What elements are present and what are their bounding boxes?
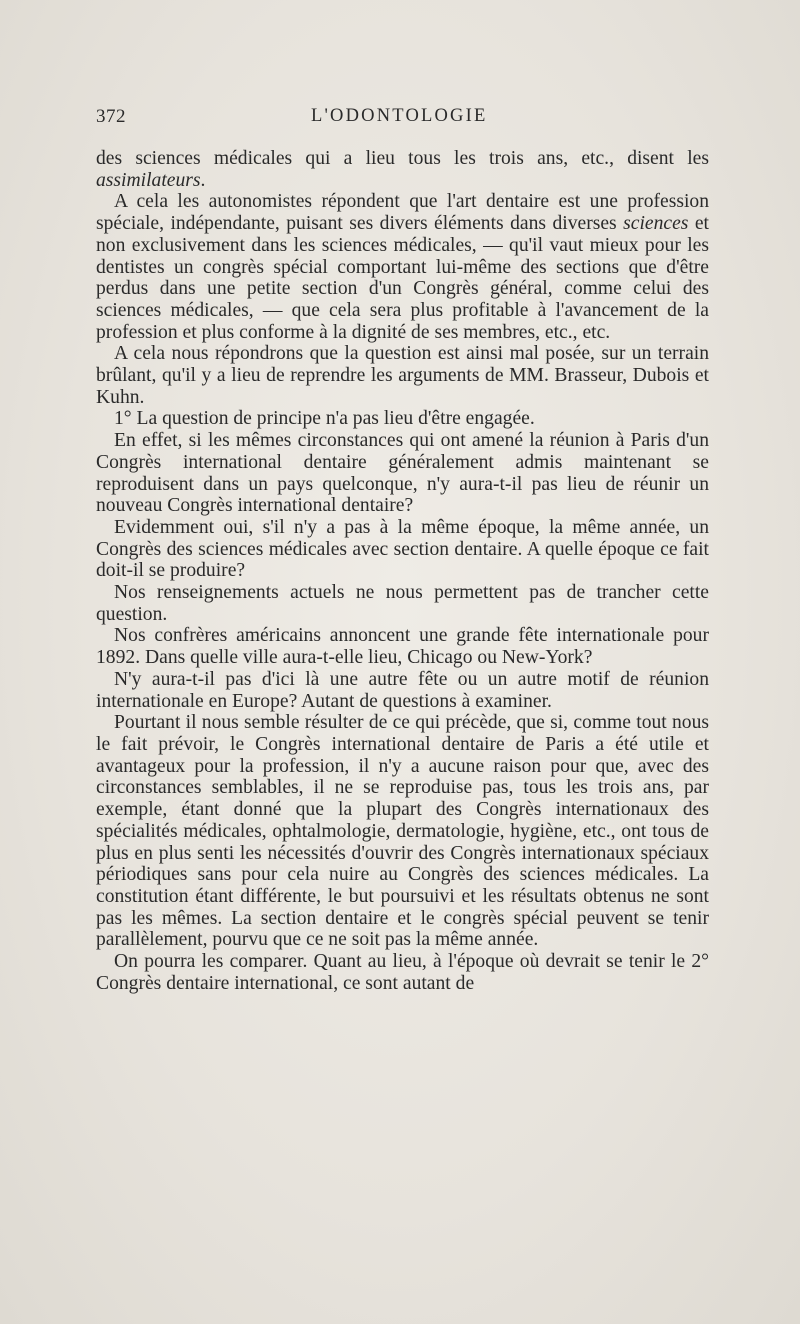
text-run: En effet, si les mêmes circonstances qui ont amené la réunion à Paris d'un Congrès international dentaire généralement admis maintenant se reproduisent dans un pays quelconque, n'y aura-t-il pas lieu de réunir un nouveau Congrès international dentaire? — [96, 430, 709, 517]
text-run: Pourtant il nous semble résulter de ce qui précède, que si, comme tout nous le fait prévoir, le Congrès international dentaire de Paris a été utile et avantageux pour la profession, il n'y a aucune raison pour que, avec des circonstances semblables, il ne se reproduise pas, tous les trois ans, par exemple, étant donné que la plupart des Congrès internationaux des spécialités médicales, ophtalmologie, dermatologie, hygiène, etc., ont tous de plus en plus senti les nécessités d'ouvrir des Congrès internationaux spéciaux périodiques sans pour cela nuire au Congrès des sciences médicales. La constitution étant différente, le but poursuivi et les résultats obtenus ne sont pas les mêmes. La section dentaire et le congrès spécial peuvent se tenir parallèlement, pourvu que ce ne soit pas la même année. — [96, 712, 709, 951]
paragraph — [96, 712, 709, 951]
paragraph — [96, 951, 709, 994]
paragraph — [96, 669, 709, 712]
text-run: N'y aura-t-il pas d'ici là une autre fête ou un autre motif de réunion internationale en Europe? Autant de questions à examiner. — [96, 668, 709, 712]
body-text — [96, 148, 709, 994]
text-run: . — [200, 169, 206, 191]
text-run: 1° La question de principe n'a pas lieu d'être engagée. — [114, 408, 535, 430]
paragraph — [96, 582, 709, 625]
text-run: Nos confrères américains annoncent une grande fête internationale pour 1892. Dans quelle ville aura-t-elle lieu, Chicago ou New-York? — [96, 625, 709, 669]
text-run: On pourra les comparer. Quant au lieu, à l'époque où devrait se tenir le 2° Congrès dentaire international, ce sont autant de — [96, 951, 709, 994]
text-run: Nos renseignements actuels ne nous permettent pas de trancher cette question. — [96, 582, 709, 625]
paragraph — [96, 343, 709, 408]
paragraph — [96, 191, 709, 343]
page-number: 372 — [96, 106, 126, 127]
paragraph — [96, 517, 709, 582]
running-title: L'ODONTOLOGIE — [311, 106, 488, 126]
text-run: Evidemment oui, s'il n'y a pas à la même époque, la même année, un Congrès des sciences médicales avec section dentaire. A quelle époque ce fait doit-il se produire? — [96, 516, 709, 582]
paragraph — [96, 625, 709, 668]
paragraph — [96, 148, 709, 191]
text-run: et non exclusivement dans les sciences médicales, — qu'il vaut mieux pour les dentistes un congrès spécial comportant lui-même des sections que d'être perdus dans une petite section d'un Congrès général, comme celui des sciences médicales, — que cela sera plus profitable à l'avancement de la profession et plus conforme à la dignité de ses membres, etc., etc. — [96, 213, 709, 343]
paragraph — [96, 408, 709, 430]
italic-text: assimilateurs — [96, 169, 201, 191]
italic-text: sciences — [623, 213, 689, 235]
text-run: A cela nous répondrons que la question est ainsi mal posée, sur un terrain brûlant, qu'il y a lieu de reprendre les arguments de MM. Brasseur, Dubois et Kuhn. — [96, 343, 709, 408]
text-run: A cela les autonomistes répondent que l'art dentaire est une profession spéciale, indépendante, puisant ses divers éléments dans diverses — [96, 191, 709, 235]
text-run: des sciences médicales qui a lieu tous les trois ans, etc., disent les — [96, 148, 709, 169]
paragraph — [96, 430, 709, 517]
page-header — [96, 106, 706, 130]
